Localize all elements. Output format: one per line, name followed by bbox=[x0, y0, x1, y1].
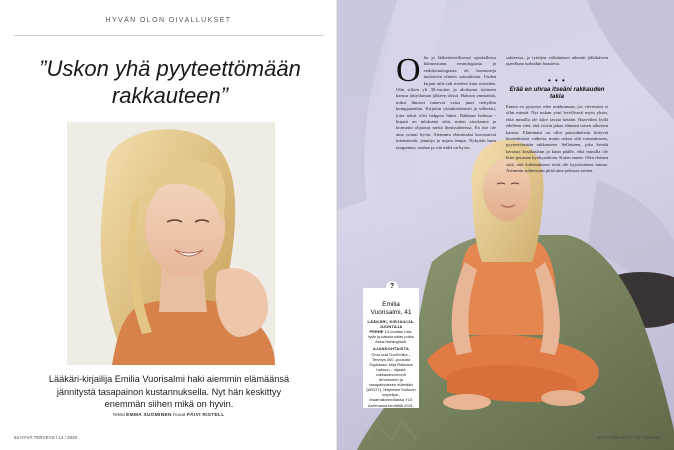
pull-quote: ”Uskon yhä pyyteettömään rakkauteen” bbox=[39, 56, 301, 108]
photo-credits bbox=[0, 413, 337, 418]
info-family-text: 13-vuotias Lilia-tytär ja kaksivuotias poika Assa-Helsingissä. bbox=[368, 329, 414, 345]
drop-cap: O bbox=[396, 52, 421, 89]
lead-paragraph: Lääkäri-kirjailija Emilia Vuorisalmi haki aiemmin elämäänsä jännitystä tasapainon kustannuksella. Nyt hän keskittyy enemmän siihen mikä on hyvin. bbox=[48, 374, 290, 409]
body-column-2b bbox=[506, 104, 608, 174]
body-text-2: suhteessa, ja tyttöjen välttämisen aiheutti jälkikäteen ajatelluna turhiakin haasteita. bbox=[506, 55, 608, 67]
folio-right: HYVÄ TERVEYS / 14 / 2020 63 bbox=[596, 435, 660, 440]
info-box bbox=[363, 288, 419, 408]
sub-heading: Erää en uhraa itseäni rakkauden takia bbox=[509, 86, 605, 101]
section-label: HYVÄN OLON OIVALLUKSET bbox=[105, 17, 232, 24]
info-role: LÄÄKÄRI, KIRJAILIJA, JUONTAJA bbox=[367, 319, 415, 330]
body-column-1 bbox=[396, 52, 496, 151]
question-mark-icon: ? bbox=[386, 281, 398, 293]
section-dots: • • • bbox=[548, 76, 566, 85]
credit-text-author: EMMA SUOMINEN bbox=[126, 413, 172, 418]
credit-photo-label: Kuvat bbox=[173, 413, 186, 418]
folio-left: 62 HYVÄ TERVEYS / 14 / 2020 bbox=[14, 435, 78, 440]
spread-gutter bbox=[336, 0, 338, 450]
section-rule bbox=[14, 35, 324, 36]
info-name: Emilia Vuorisalmi, 41 bbox=[370, 301, 412, 316]
credit-text-label: Teksti bbox=[112, 413, 125, 418]
credit-photo-author: PÄIVI RISTELL bbox=[186, 413, 225, 418]
info-current-text: Oma uusi DocEmilia – Terveys 360 -podcast Supliassa, kirja Rakkaus haltuun – oljasta rakkaushormonit terveeseen ja tasapainoiseen elämään (WSOY). Näyttelee Kulkurin ompelijat -draamakomediassa YLE Areenassa keväällä 2021. bbox=[366, 351, 416, 408]
info-current-label: AJANKOHTAISTA bbox=[372, 346, 410, 352]
info-family bbox=[366, 329, 416, 344]
info-family-label: PERHE bbox=[369, 329, 384, 335]
portrait-photo bbox=[67, 122, 275, 365]
portrait-illustration bbox=[67, 122, 275, 365]
body-column-2 bbox=[506, 55, 608, 68]
body-text-1: lin jo lääketieteellisessä opiskellessa kiinnostunut neurologiasta ja endokrinologiasta eli hormoneja tuottavien elinten sairauksista. Uuden kirjani aihe tuli mieleni kuin itsestään. Olin silloin yli 30-vuotias ja aloittanut tyttäreni kanssa äitiysloman jälkeen töissä. Halusin ymmärtää, miksi ihmiset tuntevat vetoa juuri tiettyihin kumppaneihin. Kirjoitin yksinkertaisesti ja selkeästi, jotta teksti olisi helppoa lukea. Rakkaus haltuun -kirjani on tuloksena siitä, miten aivokemia ja hormonit ohjaavat meitä ihmissuhteissa. En itse ole aina voinut hyvin. Aiemmin elämässäni korostuivat intensiteetti, jännitys ja nopea tempo. Nykyään haen tasapainoa, rauhaa ja sitä mikä on hyvin. bbox=[396, 55, 496, 150]
body-text-2b: Ennen en pystynyt edes nukkumaan, jos vieressäni ei ollut miestä. Nyt nukun yöni levollisesti myös yksin, eikä minulla ole kiire tavata ketään. Haaveilen kyllä edelleen siitä, että voisin jakaa elämäni toisen aikuisen kanssa. Elämäsäni on ollut parisuhteisiin liittyviä kuormittavia vaiheita, mutta uskon silti romanttiseen, pyyteettömään rakkauteen. Sellaiseen, joka kestää kerrasta kesäkuuhun ja kuun päälle, eikä minulla ole kiire perustaa hyökyaaltona. Kuten ennen. Olen iloinen siitä, että kokemukseni eivät ole kyynistäneet minua. Aiemmin suhteissani pitää aina pelastaa toinen. bbox=[506, 104, 608, 174]
